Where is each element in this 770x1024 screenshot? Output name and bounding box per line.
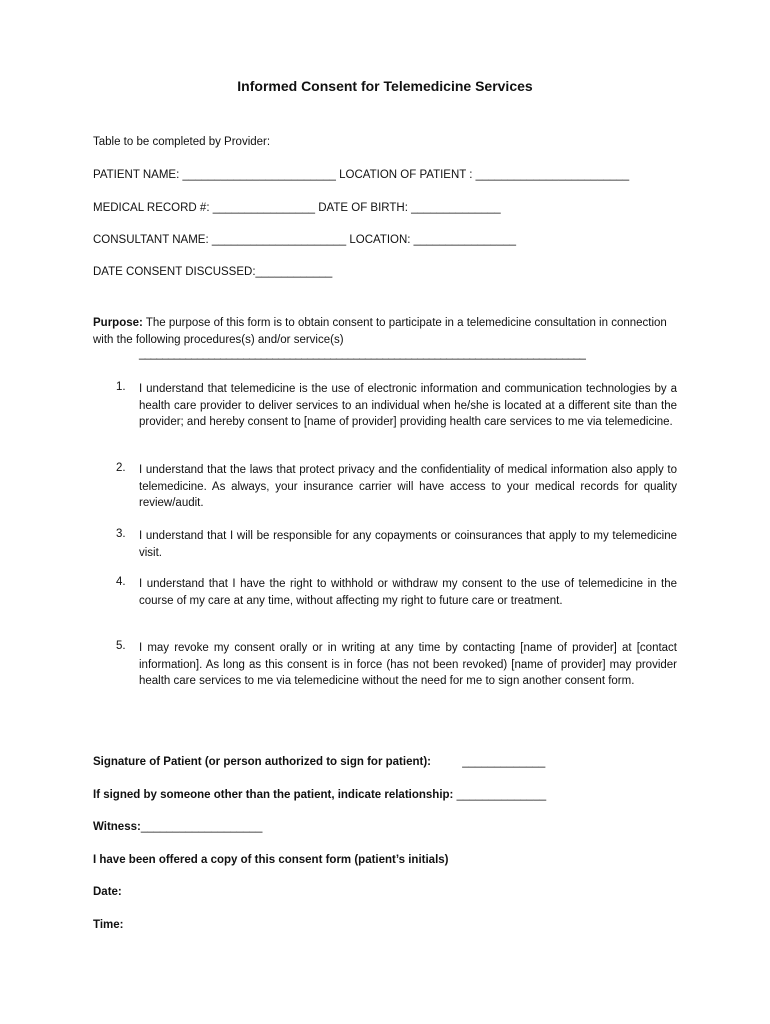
item-text: I understand that I will be responsible for any copayments or coinsurances that apply to my telemedicine visit. bbox=[139, 530, 677, 559]
patient-signature-label: Signature of Patient (or person authorized to sign for patient): bbox=[93, 756, 431, 768]
patient-signature-blank: _____________ bbox=[462, 756, 546, 768]
medical-record-field: MEDICAL RECORD #: ________________ DATE OF BIRTH: ______________ bbox=[93, 202, 501, 214]
witness-label: Witness: bbox=[93, 821, 141, 833]
intro-text: Table to be completed by Provider: bbox=[93, 136, 271, 148]
item-number: 4. bbox=[116, 576, 126, 588]
relationship-label: If signed by someone other than the patient, indicate relationship: bbox=[93, 789, 454, 801]
date-consent-field: DATE CONSENT DISCUSSED:____________ bbox=[93, 266, 333, 278]
item-text: I may revoke my consent orally or in writing at any time by contacting [name of provider] at [contact information]. As long as this consent is in force (has not been revoked) [name of provider] may provider health care services to me via telemedicine without the need for me to sign another consent form. bbox=[139, 642, 677, 687]
item-text: I understand that I have the right to withhold or withdraw my consent to the use of telemedicine in the course of my care at any time, without affecting my right to future care or treatment. bbox=[139, 578, 677, 607]
witness-line bbox=[93, 821, 262, 833]
consultant-name-field: CONSULTANT NAME: _____________________ LOCATION: ________________ bbox=[93, 234, 517, 246]
purpose-paragraph bbox=[93, 315, 678, 349]
item-number: 3. bbox=[116, 528, 126, 540]
date-line: Date: bbox=[93, 886, 122, 898]
item-number: 5. bbox=[116, 640, 126, 652]
copy-offered-line: I have been offered a copy of this consent form (patient’s initials) bbox=[93, 854, 449, 866]
patient-signature-line bbox=[93, 756, 545, 768]
purpose-blank-line: _____________________________________________________________________________ bbox=[139, 348, 586, 360]
item-text: I understand that telemedicine is the use of electronic information and communication technologies by a health care provider to deliver services to an individual when he/she is located at a different site than the provider; and hereby consent to [name of provider] providing health care services to me via telemedicine. bbox=[139, 383, 677, 428]
time-line: Time: bbox=[93, 919, 124, 931]
item-number: 1. bbox=[116, 381, 126, 393]
purpose-label: Purpose: bbox=[93, 317, 143, 329]
relationship-line bbox=[93, 789, 546, 801]
witness-blank: ___________________ bbox=[140, 821, 263, 833]
document-title: Informed Consent for Telemedicine Services bbox=[237, 78, 533, 94]
relationship-blank: ______________ bbox=[456, 789, 547, 801]
item-number: 2. bbox=[116, 462, 126, 474]
item-text: I understand that the laws that protect privacy and the confidentiality of medical information also apply to telemedicine. As always, your insurance carrier will have access to your medical records for quality review/audit. bbox=[139, 464, 677, 509]
purpose-text: The purpose of this form is to obtain consent to participate in a telemedicine consultation in connection with the following procedures(s) and/or service(s) bbox=[93, 317, 667, 346]
patient-name-field: PATIENT NAME: ________________________ LOCATION OF PATIENT : ________________________ bbox=[93, 169, 630, 181]
